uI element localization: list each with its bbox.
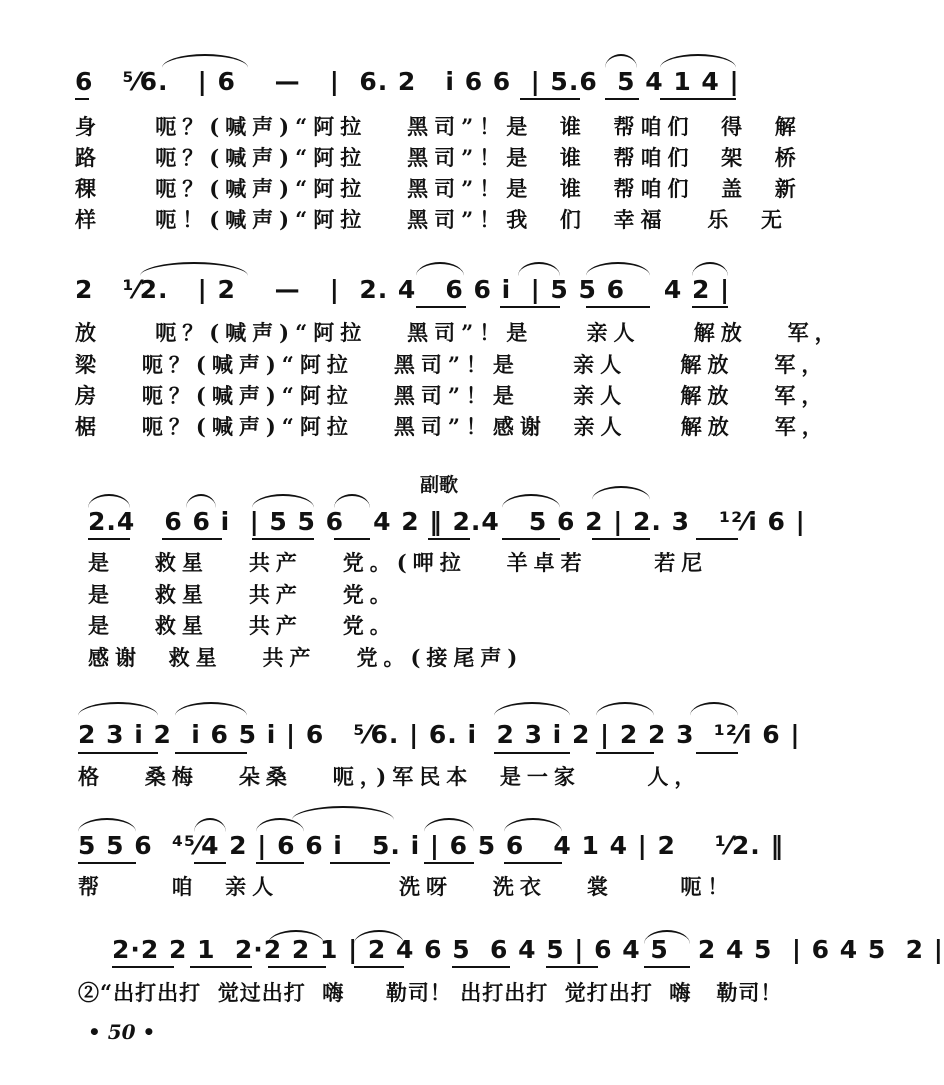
slur	[88, 494, 130, 508]
slur	[424, 818, 474, 832]
slur	[175, 702, 247, 716]
beam	[696, 752, 738, 754]
beam	[175, 752, 247, 754]
lyric-line: 是 救星 共产 党。	[88, 582, 397, 607]
beam	[252, 538, 314, 540]
slur	[78, 702, 158, 716]
beam	[78, 862, 136, 864]
beam	[605, 98, 639, 100]
slur	[292, 806, 394, 820]
beam	[268, 966, 326, 968]
page-number: • 50 •	[88, 1020, 156, 1044]
beam	[112, 966, 174, 968]
lyric-line: 稞 呃？(喊声)“阿拉 黑司”！是 谁 帮咱们 盖 新	[75, 176, 802, 201]
lyric-line: 是 救星 共产 党。(呷拉 羊卓若 若尼	[88, 550, 709, 575]
beam	[696, 538, 738, 540]
beam	[644, 966, 690, 968]
slur	[518, 262, 560, 276]
beam	[494, 752, 570, 754]
beam	[190, 966, 252, 968]
slur	[605, 54, 637, 68]
slur	[186, 494, 216, 508]
slur	[586, 262, 650, 276]
beam	[660, 98, 736, 100]
lyric-line: ②“出打出打 觉过出打 嗨 勒司！ 出打出打 觉打出打 嗨 勒司！	[78, 980, 783, 1005]
slur	[416, 262, 464, 276]
beam	[334, 538, 370, 540]
beam	[692, 306, 728, 308]
beam	[256, 862, 304, 864]
staff-row-1: 6 ⁵⁄6. | 6 — | 6. 2 i 6 6 | 5.6 5 4 1 4 |	[75, 67, 740, 96]
lyric-line: 房 呃？(喊声)“阿拉 黑司”！是 亲人 解放 军，	[75, 383, 829, 408]
beam	[520, 98, 580, 100]
beam	[162, 538, 222, 540]
slur	[78, 818, 136, 832]
lyric-line: 梁 呃？(喊声)“阿拉 黑司”！是 亲人 解放 军，	[75, 352, 829, 377]
beam	[546, 966, 598, 968]
beam	[502, 538, 560, 540]
beam	[194, 862, 226, 864]
slur	[692, 262, 728, 276]
beam	[504, 862, 562, 864]
slur	[256, 818, 304, 832]
beam	[500, 306, 560, 308]
staff-row-2: 2 ¹⁄2. | 2 — | 2. 4 6 6 i | 5 5 6 4 2 |	[75, 275, 731, 304]
slur	[660, 54, 736, 68]
lyric-line: 格 桑梅 朵桑 呃，)军民本 是一家 人，	[78, 764, 702, 789]
staff-row-3: 2.4 6 6 i | 5 5 6 4 2 ‖ 2.4 5 6 2 | 2. 3 ¹²⁄i 6 |	[88, 507, 806, 536]
slur	[504, 818, 562, 832]
lyric-line: 感谢 救星 共产 党。(接尾声)	[88, 645, 524, 670]
beam	[88, 538, 130, 540]
staff-row-4: 2 3 i 2 i 6 5 i | 6 ⁵⁄6. | 6. i 2 3 i 2 | 2 2 3 ¹²⁄i 6 |	[78, 720, 801, 749]
lyric-line: 帮 咱 亲人 洗呀 洗衣 裳 呃！	[78, 874, 735, 899]
lyric-line: 放 呃？(喊声)“阿拉 黑司”！是 亲人 解放 军，	[75, 320, 842, 345]
section-label-chorus: 副歌	[420, 474, 459, 496]
staff-row-6: 2·2 2 1 2·2 2 1 | 2 4 6 5 6 4 5 | 6 4 5 2 4 5 | 6 4 5 2 |	[112, 935, 944, 964]
staff-row-5: 5 5 6 ⁴⁵⁄4 2 | 6 6 i 5. i | 6 5 6 4 1 4 | 2 ¹⁄2. ‖	[78, 831, 784, 860]
lyric-line: 是 救星 共产 党。	[88, 613, 397, 638]
beam	[424, 862, 474, 864]
beam	[330, 862, 390, 864]
beam	[354, 966, 404, 968]
slur	[502, 494, 560, 508]
beam	[428, 538, 470, 540]
beam	[592, 538, 650, 540]
lyric-line: 样 呃！(喊声)“阿拉 黑司”！我 们 幸福 乐 无	[75, 207, 789, 232]
slur	[494, 702, 570, 716]
beam	[416, 306, 466, 308]
slur	[334, 494, 370, 508]
slur	[252, 494, 314, 508]
beam	[596, 752, 654, 754]
beam	[75, 98, 89, 100]
lyric-line: 路 呃？(喊声)“阿拉 黑司”！是 谁 帮咱们 架 桥	[75, 145, 802, 170]
slur	[592, 486, 650, 500]
beam	[452, 966, 510, 968]
beam	[586, 306, 650, 308]
slur	[194, 818, 226, 832]
slur	[162, 54, 248, 68]
lyric-line: 椐 呃？(喊声)“阿拉 黑司”！感谢 亲人 解放 军，	[75, 414, 829, 439]
slur	[140, 262, 248, 276]
beam	[78, 752, 158, 754]
lyric-line: 身 呃？(喊声)“阿拉 黑司”！是 谁 帮咱们 得 解	[75, 114, 802, 139]
slur	[690, 702, 738, 716]
slur	[596, 702, 654, 716]
